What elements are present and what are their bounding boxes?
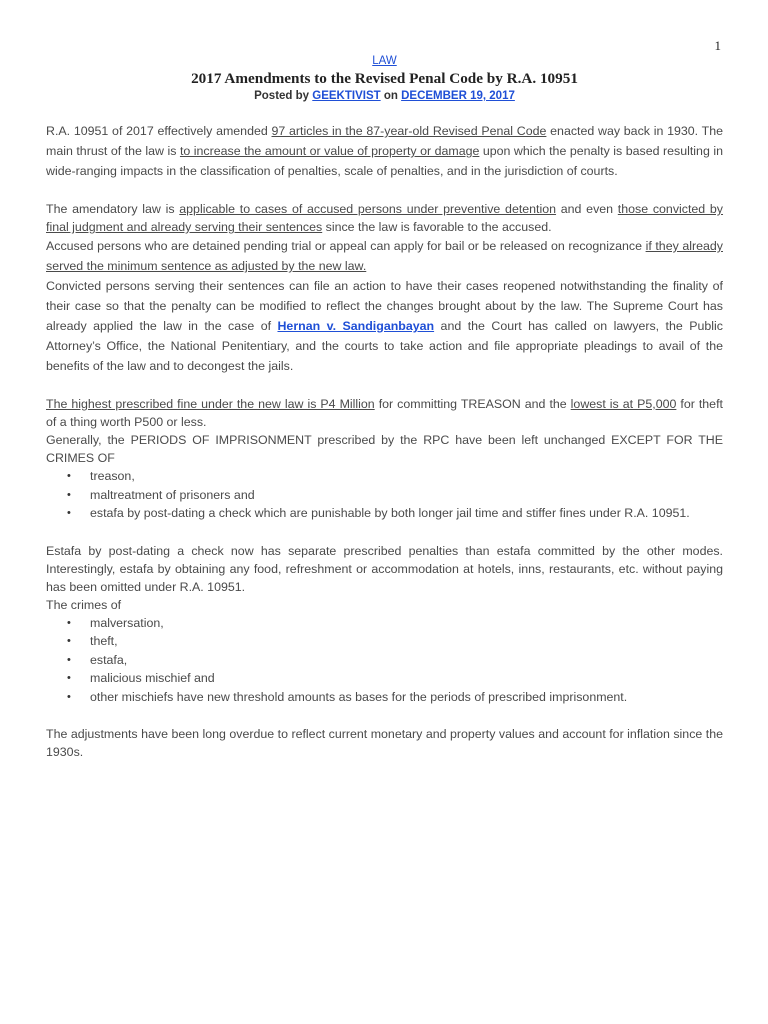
list-item — [46, 688, 723, 707]
paragraph-periods: Generally, the PERIODS OF IMPRISONMENT prescribed by the RPC have been left unchanged EXCEPT FOR THE CRIMES OF — [46, 433, 723, 465]
list-item-text: treason, — [90, 469, 135, 483]
case-link[interactable]: Hernan v. Sandiganbayan — [277, 319, 435, 333]
text-run: Convicted persons serving their sentences can file an action to have their cases reopened notwithstanding the finality of their case so that the penalty can be modified to reflect the changes brought about by the law. The Supreme Court has already applied the law in the case of — [46, 279, 723, 333]
text-run: R.A. 10951 of 2017 effectively amended — [46, 124, 272, 138]
list-item — [46, 504, 723, 523]
text-run: since the law is favorable to the accused. — [322, 220, 552, 234]
bullet-icon: • — [67, 488, 71, 501]
list-item — [46, 614, 723, 633]
list-item-text: maltreatment of prisoners and — [90, 487, 255, 502]
underlined-text: applicable to cases of accused persons under preventive detention — [179, 202, 557, 216]
paragraph-fines — [46, 395, 723, 431]
bullet-icon: • — [67, 672, 71, 684]
underlined-text: to increase the amount or value of property or damage — [179, 144, 480, 158]
list-item — [46, 632, 723, 651]
text-run: The amendatory law is — [46, 202, 180, 216]
bullet-icon: • — [67, 616, 71, 629]
byline — [46, 88, 723, 104]
text-run: Accused persons who are detained pending trial or appeal can apply for bail or be released on recognizance — [46, 239, 646, 253]
text-run: for theft of a thing worth P500 or less. — [46, 397, 723, 429]
paragraph-gap — [46, 376, 723, 395]
list-item — [46, 486, 723, 505]
paragraph-gap — [46, 706, 723, 725]
list-item — [46, 467, 723, 486]
underlined-text: The highest prescribed fine under the new law is P4 Million — [46, 397, 375, 411]
underlined-text: if they already served the minimum sentence as adjusted by the new law. — [46, 239, 723, 273]
text-run: and even — [556, 202, 618, 216]
crimes-list-2 — [46, 614, 723, 707]
paragraph-applicability — [46, 200, 723, 236]
underlined-text: lowest is at P5,000 — [570, 397, 677, 411]
list-item-text: estafa by post-dating a check which are punishable by both longer jail time and stiffer fines under R.A. 10951. — [90, 506, 690, 520]
date-link[interactable]: DECEMBER 19, 2017 — [401, 90, 515, 102]
article-header — [46, 54, 723, 104]
underlined-text: those convicted by final judgment and already serving their sentences — [46, 202, 724, 234]
crimes-list-1 — [46, 467, 723, 523]
article-title: 2017 Amendments to the Revised Penal Code by R.A. 10951 — [191, 70, 578, 87]
paragraph-bail — [46, 236, 723, 276]
list-item-text: malversation, — [90, 615, 164, 630]
author-link[interactable]: GEEKTIVIST — [312, 90, 381, 102]
article-body — [46, 121, 723, 761]
paragraph-crimes-of: The crimes of — [46, 597, 122, 612]
list-item — [46, 651, 723, 670]
underlined-text: 97 articles in the 87-year-old Revised Penal Code — [271, 124, 547, 138]
paragraph-conclusion: The adjustments have been long overdue to reflect current monetary and property values and account for inflation since the 1930s. — [46, 727, 723, 759]
paragraph-intro — [46, 121, 723, 181]
page-number: 1 — [714, 38, 721, 53]
text-run: and the Court has called on lawyers, the Public Attorney’s Office, the National Penitentiary, and the courts to take action and file appropriate pleadings to avail of the benefits of the law and to decongest the jails. — [46, 319, 723, 373]
list-item-text: malicious mischief and — [90, 671, 215, 685]
list-item-text: theft, — [90, 634, 118, 648]
bullet-icon: • — [67, 653, 71, 666]
text-run: enacted way back in 1930. The main thrust of the law is — [46, 124, 723, 158]
bullet-icon: • — [67, 635, 71, 647]
paragraph-convicted — [46, 276, 723, 376]
text-run: for committing TREASON and the — [374, 397, 571, 411]
text-run: upon which the penalty is based resulting in wide-ranging impacts in the classification of penalties, scale of penalties, and in the jurisdiction of courts. — [46, 144, 723, 178]
paragraph-gap — [46, 181, 723, 200]
list-item-text: other mischiefs have new threshold amounts as bases for the periods of prescribed imprisonment. — [90, 689, 628, 704]
paragraph-estafa: Estafa by post-dating a check now has separate prescribed penalties than estafa committed by the other modes. Interestingly, estafa by obtaining any food, refreshment or accommodation at hotels, inns, restaurants, etc. without paying has been omitted under R.A. 10951. — [46, 543, 723, 594]
bullet-icon: • — [67, 470, 71, 482]
list-item — [46, 669, 723, 688]
paragraph-gap — [46, 523, 723, 542]
bullet-icon: • — [67, 690, 71, 703]
bullet-icon: • — [67, 507, 71, 519]
on-label: on — [380, 90, 402, 102]
list-item-text: estafa, — [90, 652, 128, 667]
category-link[interactable]: LAW — [372, 55, 397, 67]
posted-by-label: Posted by — [254, 90, 313, 102]
